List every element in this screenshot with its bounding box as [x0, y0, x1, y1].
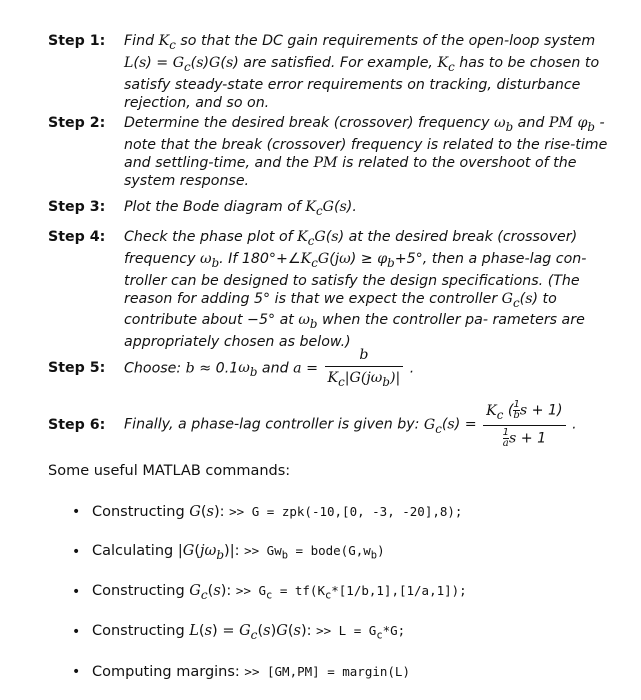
step-1-label: Step 1:	[48, 33, 106, 49]
step-2-text: Determine the desired break (crossover) frequency $\omega_b$ and PM $\varphi_b$ - note that the break (crossover) frequency is related to the rise-time and settling-time, and the PM is related to the overshoot of the system response.	[124, 115, 608, 189]
list-item	[72, 652, 632, 692]
step-5-fraction: $\frac{b}{K_c|G(j\omega_b)|}$	[325, 346, 404, 391]
step-3-text: Plot the Bode diagram of $K_cG(s)$.	[124, 199, 357, 218]
step-1	[48, 32, 623, 112]
list-item	[72, 532, 632, 572]
step-6-fraction: $K_c$ ( $\frac{1}{b}$ s + 1) $\frac{1}{a}$ s + 1	[483, 400, 565, 449]
command-text: Constructing G(s): >> G = zpk(-10,[0, -3, -20],8);	[92, 504, 463, 520]
bullet-icon: •	[72, 664, 81, 680]
list-item	[72, 612, 632, 652]
step-3	[48, 198, 623, 220]
bullet-icon: •	[72, 544, 81, 560]
command-text: Constructing $L(s) = G_c(s)G(s)$: >> $L = G_c*G$;	[92, 622, 406, 642]
step-6-text: Finally, a phase-lag controller is given by: $G_c(s)$ = $K_c$ ( $\frac{1}{b}$ s + 1) $\frac{1}{a}$ s + 1 .	[124, 399, 577, 450]
bullet-icon: •	[72, 624, 81, 640]
command-text: Calculating $|G(j\omega_b)|$: >> $Gw_b$ = $bode(G,w_b)$	[92, 542, 385, 562]
step-6-label: Step 6:	[48, 416, 106, 433]
list-item	[72, 492, 632, 532]
bullet-icon: •	[72, 504, 81, 520]
step-2	[48, 114, 623, 190]
step-5-text: Choose: $b \approx 0.1\omega_b$ and a = $\frac{b}{K_c|G(j\omega_b)|}$ .	[124, 347, 415, 389]
step-4-text: Check the phase plot of $K_cG(s)$ at the desired break (crossover) frequency $\omega_b$. If $180^\circ+\angle K_cG(j\omega) \ge \varphi_b+5^\circ$, then a phase-lag con- troller can be designed to satisfy the design specifications. (The reason for adding 5° is that we expect the controller $G_c(s)$ to contribute about −5° at $\omega_b$ when the controller pa- rameters are appropriately chosen as below.)	[124, 229, 587, 351]
step-3-label: Step 3:	[48, 199, 106, 215]
command-text: Constructing $G_c(s)$: >> $G_c = tf(K_c*[1/b,1],[1/a,1])$;	[92, 582, 467, 602]
commands-list	[72, 492, 632, 692]
step-5	[48, 346, 623, 391]
step-6	[48, 400, 623, 449]
step-4-label: Step 4:	[48, 229, 106, 245]
step-2-label: Step 2:	[48, 115, 106, 131]
step-5-label: Step 5:	[48, 360, 106, 377]
list-item	[72, 572, 632, 612]
commands-heading: Some useful MATLAB commands:	[48, 463, 291, 479]
step-1-text: Find $K_c$ so that the DC gain requirements of the open-loop system $L(s) = G_c(s)G(s)$ are satisfied. For example, $K_c$ has to be chosen to satisfy steady-state error requirements on tracking, disturbance rejection, and so on.	[124, 33, 600, 111]
command-text: Computing margins: >> [GM,PM] = margin(L)	[92, 664, 410, 680]
bullet-icon: •	[72, 584, 81, 600]
step-4	[48, 228, 623, 351]
